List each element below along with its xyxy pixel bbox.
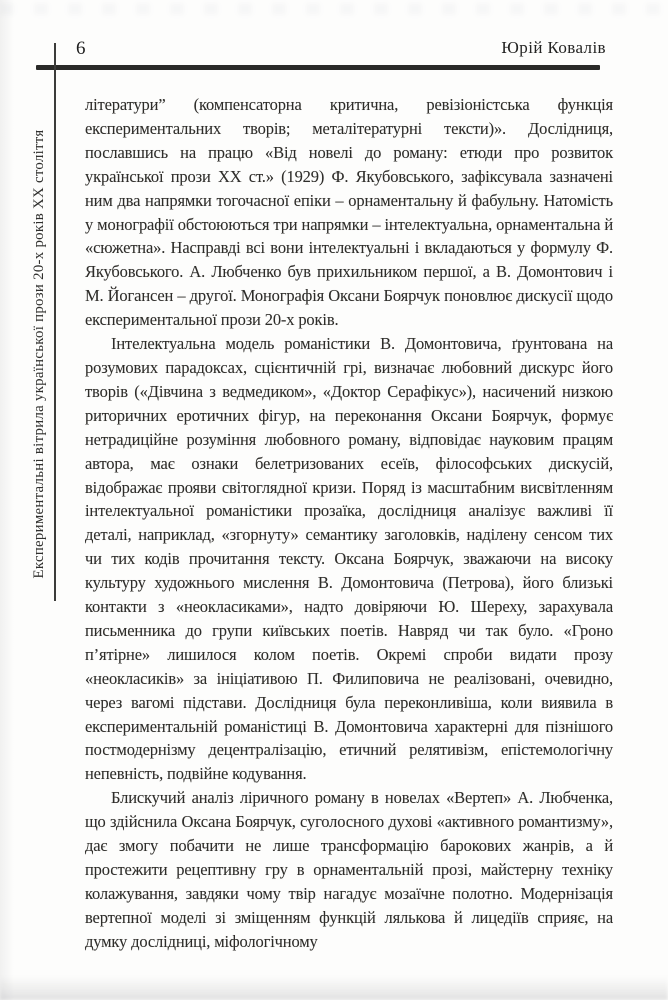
scan-shadow-left [0, 0, 14, 1000]
margin-chapter-title: Експериментальні вітрила української прози 20-х років XX століття [31, 129, 47, 579]
body-paragraph: Інтелектуальна модель романістики В. Домонтовича, ґрунтована на розумових парадоксах, сцієнтичній грі, визначає любовний дискурс його творів («Дівчина з ведмедиком», «Доктор Серафікус»), насичений низкою риторичних еротичних фігур, на переконання Оксани Боярчук, формує нетрадиційне розуміння любовного роману, відповідає науковим працям автора, має ознаки белетризованих есеїв, філософських дискусій, відображає прояви світоглядної кризи. Поряд із масштабним висвітленням інтелектуальної романістики прозаїка, дослідниця аналізує важливі її деталі, наприклад, «згорнуту» семантику заголовків, наділену сенсом тих чи тих кодів прочитання тексту. Оксана Боярчук, зважаючи на високу культуру художнього мислення В. Домонтовича (Петрова), його близькі контакти з «неокласиками», надто довіряючи Ю. Шереху, зарахувала письменника до групи київських поетів. Навряд чи так було. «Гроно п’ятірне» лишилося колом поетів. Окремі спроби видати прозу «неокласиків» за ініціативою П. Филиповича не реалізовані, очевидно, через вагомі підстави. Дослідниця була переконливіша, коли виявила в експериментальній романістиці В. Домонтовича характерні для пізнішого постмодернізму децентралізацію, етичний релятивізм, епістемологічну непевність, подвійне кодування. [85, 334, 613, 784]
body-text-block [85, 93, 613, 954]
scan-shadow-bottom [0, 976, 668, 1000]
page-number: 6 [76, 38, 86, 59]
running-header-author: Юрій Ковалів [501, 38, 606, 57]
scan-ghosting-top [0, 3, 668, 15]
header-rule [36, 65, 600, 70]
body-paragraph: літератури” (компенсаторна критична, ревізіоністська функція експериментальних творів; металітературні тексти)». Дослідниця, пославшись на працю «Від новелі до роману: етюди про розвиток української прози XX ст.» (1929) Ф. Якубовського, зафіксувала зазначені ним два напрямки тогочасної епіки – орнаментальну й фабульну. Натомість у монографії обстоюються три напрямки – інтелектуальна, орнаментальна й «сюжетна». Насправді всі вони інтелектуальні і вкладаються у формулу Ф. Якубовського. А. Любченко був прихильником першої, а В. Домонтович і М. Йогансен – другої. Монографія Оксани Боярчук поновлює дискусії щодо експериментальної прози 20-х років. [85, 95, 613, 330]
margin-vertical-rule [54, 43, 56, 601]
body-paragraph: Блискучий аналіз ліричного роману в новелах «Вертеп» А. Любченка, що здійснила Оксана Боярчук, суголосного духові «активного романтизму», дає змогу побачити не лише трансформацію барокових жанрів, а й простежити рецептивну гру в орнаментальній прозі, майстерну техніку колажування, завдяки чому твір нагадує мозаїчне полотно. Модернізація вертепної моделі зі зміщенням функцій лялькова й лицедіїв сприяє, на думку дослідниці, міфологічному [85, 788, 613, 951]
